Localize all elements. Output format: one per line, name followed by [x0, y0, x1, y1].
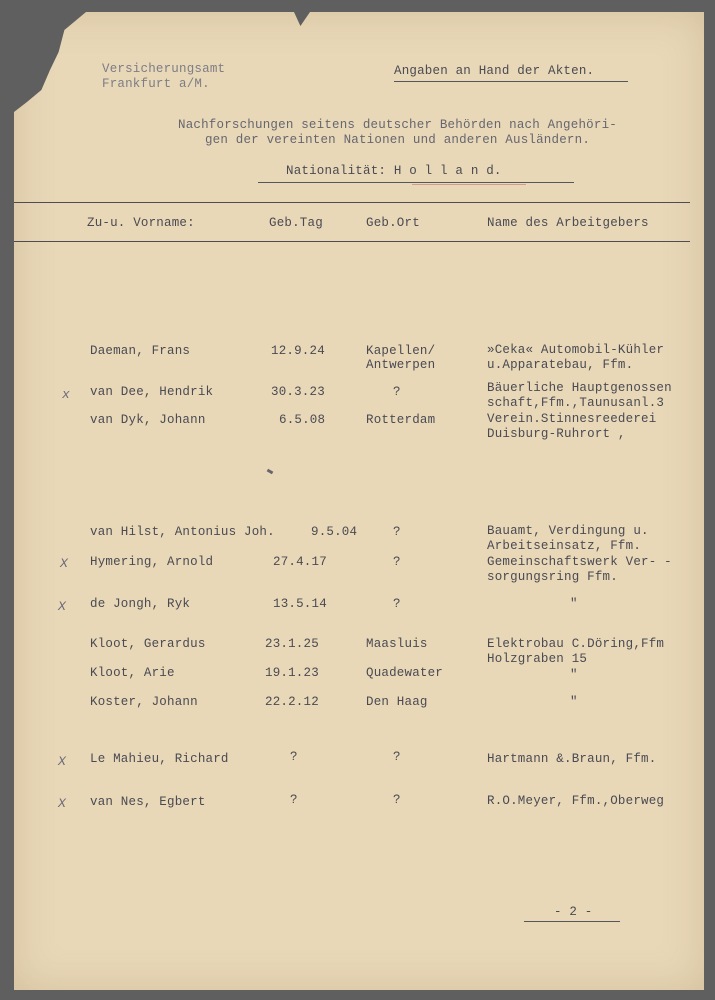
header-rule-top — [14, 202, 690, 203]
row-employer: " — [570, 695, 578, 709]
subtitle-line-2: gen der vereinten Nationen und anderen Ausländern. — [204, 133, 591, 147]
document-page — [14, 12, 704, 990]
row-date: 23.1.25 — [265, 637, 319, 651]
row-mark: x — [62, 387, 70, 402]
row-place: ? — [393, 385, 401, 399]
document-title: Angaben an Hand der Akten. — [394, 64, 595, 78]
row-date: 19.1.23 — [265, 666, 319, 680]
row-date: 30.3.23 — [271, 385, 325, 399]
row-employer: " — [570, 668, 578, 682]
row-date: 9.5.04 — [311, 525, 358, 539]
row-employer: Bäuerliche Hauptgenossen — [487, 381, 672, 395]
title-underline — [394, 81, 628, 82]
row-employer: R.O.Meyer, Ffm.,Oberweg — [487, 794, 665, 808]
column-header-date: Geb.Tag — [269, 216, 323, 230]
row-employer: Bauamt, Verdingung u. — [487, 524, 649, 538]
row-place: Rotterdam — [366, 413, 436, 427]
row-name: van Hilst, Antonius Joh. — [90, 525, 275, 539]
row-employer: schaft,Ffm.,Taunusanl.3 — [487, 396, 665, 410]
row-place: ? — [393, 525, 401, 539]
row-place: Quadewater — [366, 666, 444, 680]
subtitle-line-1: Nachforschungen seitens deutscher Behörden nach Angehöri- — [178, 118, 617, 132]
row-employer: Elektrobau C.Döring,Ffm — [487, 637, 665, 651]
row-date: 6.5.08 — [279, 413, 326, 427]
red-underline — [412, 184, 526, 185]
row-name: Koster, Johann — [90, 695, 198, 709]
sender-line-2: Frankfurt a/M. — [102, 77, 210, 91]
row-employer: Duisburg-Ruhrort , — [487, 427, 626, 441]
row-place: ? — [393, 750, 401, 764]
row-mark: X — [58, 796, 66, 811]
page-number-underline — [524, 921, 620, 922]
row-employer: sorgungsring Ffm. — [487, 570, 618, 584]
torn-corner — [14, 12, 86, 112]
row-date: 12.9.24 — [271, 344, 325, 358]
row-place: Maasluis — [366, 637, 428, 651]
row-name: van Dee, Hendrik — [90, 385, 214, 399]
row-place: Kapellen/ — [366, 344, 436, 358]
header-rule-bottom — [14, 241, 690, 242]
row-employer: Holzgraben 15 — [487, 652, 588, 666]
row-name: de Jongh, Ryk — [90, 597, 191, 611]
sender-block — [102, 62, 225, 92]
row-name: Kloot, Arie — [90, 666, 175, 680]
row-date: 22.2.12 — [265, 695, 319, 709]
column-header-name: Zu-u. Vorname: — [87, 216, 195, 230]
sender-line-1: Versicherungsamt — [102, 62, 226, 76]
column-header-place: Geb.Ort — [366, 216, 420, 230]
nationality-heading: Nationalität: H o l l a n d. — [286, 164, 502, 178]
row-employer: u.Apparatebau, Ffm. — [487, 358, 634, 372]
row-date: ? — [290, 750, 298, 764]
row-employer: Arbeitseinsatz, Ffm. — [487, 539, 642, 553]
row-name: Le Mahieu, Richard — [90, 752, 229, 766]
row-place: Antwerpen — [366, 358, 436, 372]
nationality-underline — [258, 182, 574, 183]
page-number: - 2 - — [554, 905, 593, 919]
column-header-employer: Name des Arbeitgebers — [487, 216, 649, 230]
row-name: Kloot, Gerardus — [90, 637, 206, 651]
row-date: 27.4.17 — [273, 555, 327, 569]
row-name: van Nes, Egbert — [90, 795, 206, 809]
row-name: van Dyk, Johann — [90, 413, 206, 427]
subtitle-block — [178, 118, 617, 148]
row-mark: X — [60, 556, 68, 571]
row-place: ? — [393, 555, 401, 569]
row-employer: »Ceka« Automobil-Kühler — [487, 343, 665, 357]
row-employer: Gemeinschaftswerk Ver- - — [487, 555, 672, 569]
row-employer: Verein.Stinnesreederei — [487, 412, 657, 426]
row-employer: Hartmann &.Braun, Ffm. — [487, 752, 657, 766]
row-mark: X — [58, 599, 66, 614]
row-place: Den Haag — [366, 695, 428, 709]
row-date: ? — [290, 793, 298, 807]
row-name: Hymering, Arnold — [90, 555, 214, 569]
row-place: ? — [393, 793, 401, 807]
torn-notch — [294, 12, 310, 26]
stray-mark — [267, 469, 274, 475]
row-date: 13.5.14 — [273, 597, 327, 611]
row-employer: " — [570, 597, 578, 611]
row-name: Daeman, Frans — [90, 344, 191, 358]
row-mark: X — [58, 754, 66, 769]
row-place: ? — [393, 597, 401, 611]
